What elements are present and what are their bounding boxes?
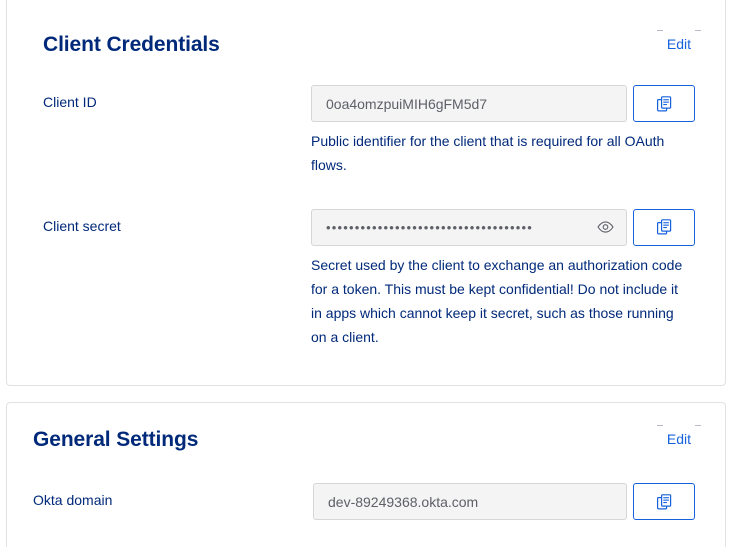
client-secret-input-row [311,209,695,246]
client-secret-control [311,209,695,350]
copy-icon [657,494,672,510]
client-id-input-row [311,85,695,122]
okta-domain-input[interactable] [313,483,627,520]
client-secret-field-row [7,209,725,350]
client-id-input[interactable] [311,85,627,122]
edit-client-credentials-link[interactable]: Edit [663,34,695,55]
copy-client-id-button[interactable] [633,85,695,122]
edit-general-settings-link[interactable]: Edit [663,429,695,450]
okta-domain-control [313,483,695,520]
client-secret-value: •••••••••••••••••••••••••••••••••••• [326,220,534,234]
client-id-label: Client ID [43,94,97,110]
copy-okta-domain-button[interactable] [633,483,695,520]
okta-domain-value: dev-89249368.okta.com [328,493,479,510]
client-id-help-text: Public identifier for the client that is required for all OAuth flows. [311,133,665,173]
general-settings-title: General Settings [33,428,199,451]
general-settings-card [6,402,726,547]
client-secret-label: Client secret [43,217,121,234]
client-id-field-row [7,85,725,178]
okta-domain-label: Okta domain [33,492,113,508]
client-secret-input[interactable] [311,209,627,246]
client-credentials-header [7,0,725,55]
copy-icon [657,219,672,235]
page-title: Client Credentials [43,33,220,56]
okta-domain-input-row [313,483,695,520]
okta-domain-field-row [7,483,725,520]
eye-icon[interactable] [597,221,614,233]
client-id-control [311,85,695,178]
copy-icon [657,96,672,112]
client-credentials-card [6,0,726,386]
client-secret-help-text: Secret used by the client to exchange an authorization code for a token. This must be kept confidential! Do not include it in apps which cannot keep it secret, such as those running on a client. [311,256,683,345]
client-id-value: 0oa4omzpuiMIH6gFM5d7 [326,95,488,112]
general-settings-header [7,403,725,450]
copy-client-secret-button[interactable] [633,209,695,246]
